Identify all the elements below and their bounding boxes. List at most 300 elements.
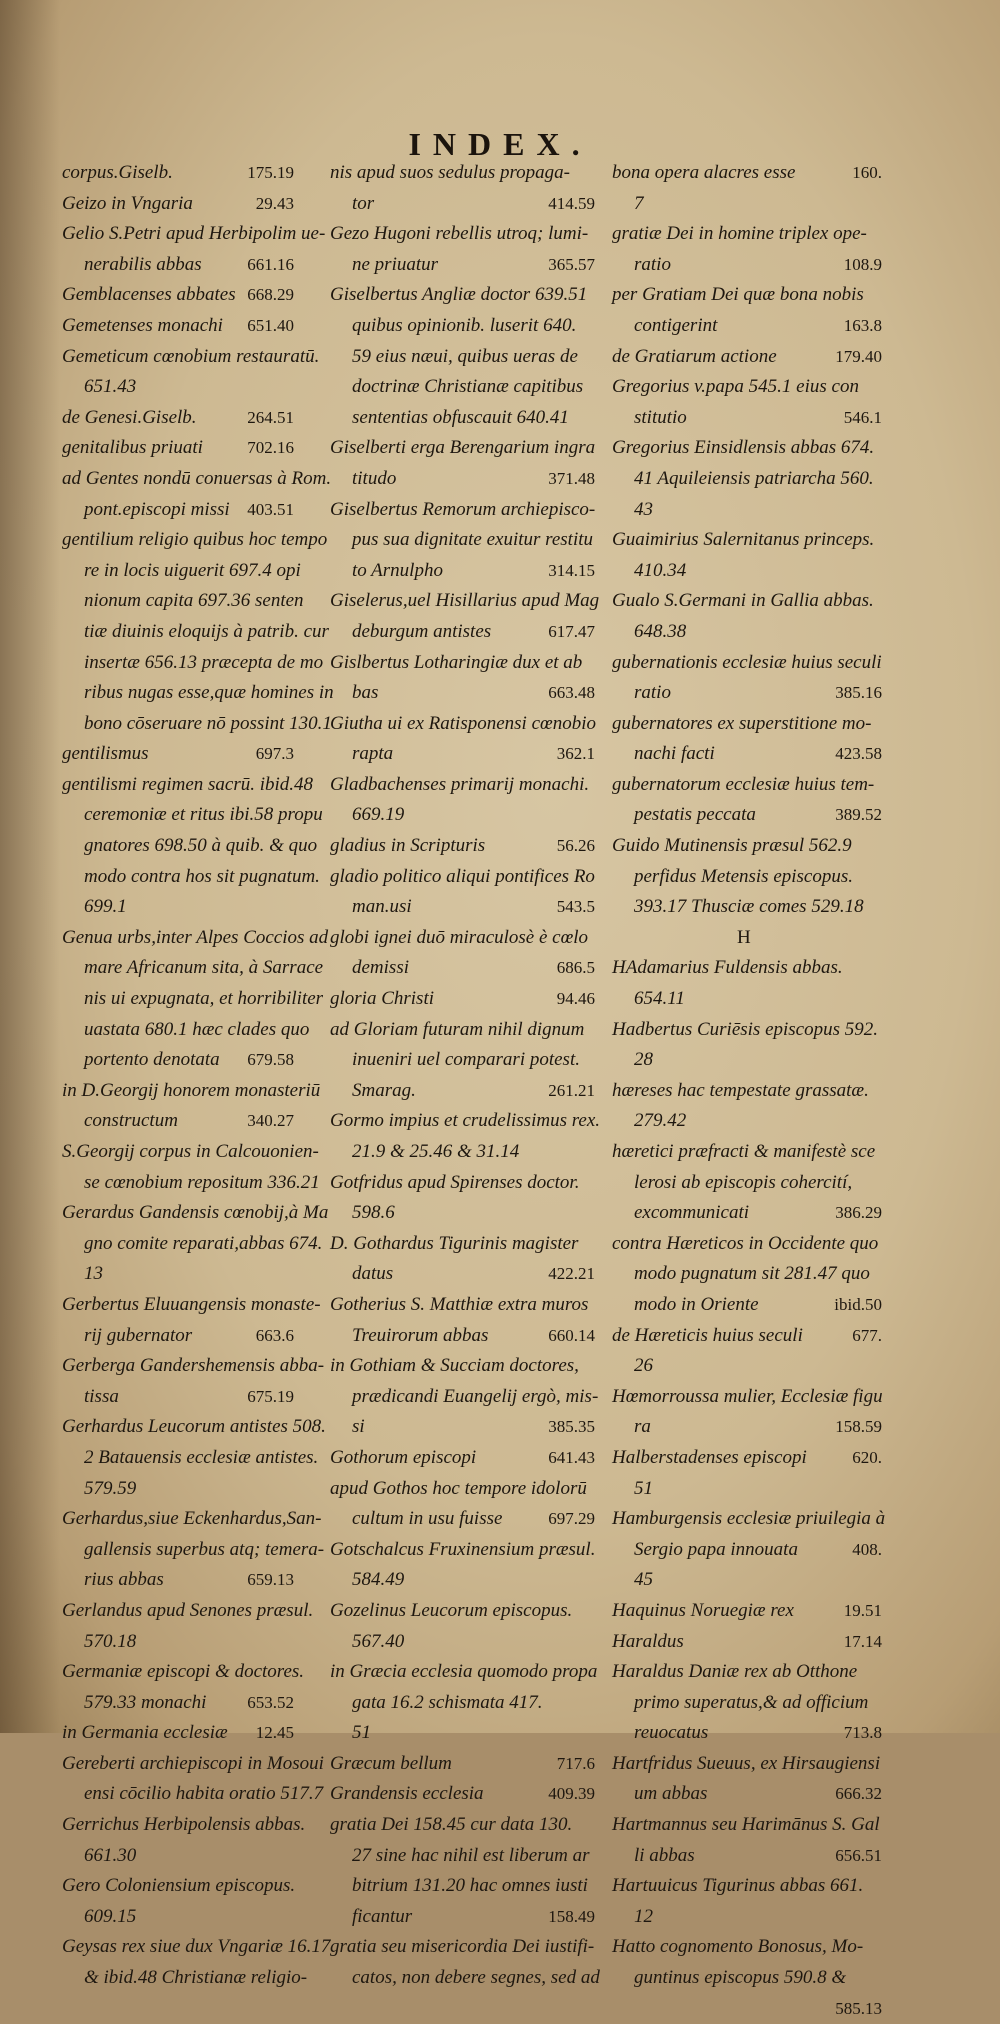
entry-text: gratiæ Dei in homine triplex ope-	[612, 223, 867, 245]
index-entry-line	[330, 770, 595, 801]
index-entry-line	[330, 1137, 595, 1168]
index-entry-line	[330, 1810, 595, 1841]
index-entry-line	[612, 1932, 882, 1963]
index-entry-line	[62, 1871, 294, 1902]
entry-text: 598.6	[352, 1202, 395, 1224]
entry-reference: 414.59	[548, 193, 595, 213]
index-entry-line	[612, 1229, 882, 1260]
entry-text: 2 Batauensis ecclesiæ antistes.	[84, 1446, 319, 1468]
entry-text: catos, non debere segnes, sed ad	[352, 1967, 600, 1989]
index-entry-line	[62, 1596, 314, 1627]
entry-reference: 56.26	[556, 836, 595, 856]
entry-text: Germaniæ episcopi & doctores.	[62, 1661, 305, 1683]
index-entry-line	[62, 1504, 322, 1535]
entry-text: man.usi	[352, 896, 412, 918]
index-entry-line	[612, 1076, 882, 1107]
index-entry-line	[330, 1688, 595, 1719]
entry-text: sententias obfuscauit 640.41	[352, 406, 569, 428]
index-entry-line	[62, 617, 329, 648]
entry-text: Geysas rex siue dux Vngariæ 16.17	[62, 1936, 331, 1958]
entry-text: 279.42	[634, 1110, 687, 1132]
entry-text: 609.15	[84, 1905, 137, 1927]
entry-text: 410.34	[634, 559, 687, 581]
index-entry-line	[62, 1688, 294, 1719]
index-entry-line	[62, 831, 318, 862]
entry-text: deburgum antistes	[352, 620, 492, 642]
entry-text: corpus.Giselb.	[62, 162, 173, 183]
entry-text: de Hæreticis huius seculi	[612, 1324, 803, 1346]
index-entry-line	[62, 1902, 294, 1933]
entry-text: rapta	[352, 743, 394, 765]
index-entry-line	[330, 1198, 595, 1229]
entry-reference: 713.8	[843, 1723, 882, 1743]
entry-reference: 617.47	[548, 621, 595, 641]
index-entry-line	[330, 433, 595, 464]
index-entry-line	[62, 556, 301, 587]
index-entry-line	[62, 1443, 319, 1474]
entry-text: 654.11	[634, 988, 685, 1010]
entry-text: gloria Christi	[330, 988, 434, 1010]
index-entry-line	[330, 1749, 595, 1780]
entry-text: ribus nugas esse,quæ homines in	[84, 682, 334, 704]
index-entry-line	[330, 525, 595, 556]
entry-text: Gerbertus Eluuangensis monaste-	[62, 1293, 321, 1315]
entry-text: 661.30	[84, 1844, 137, 1866]
index-entry-line	[330, 158, 595, 189]
index-entry-line	[330, 892, 595, 923]
entry-text: gata 16.2 schismata 417.	[352, 1691, 543, 1713]
index-entry-line	[612, 433, 882, 464]
index-entry-line	[612, 953, 882, 984]
entry-text: 28	[634, 1049, 653, 1071]
entry-text: constructum	[84, 1110, 178, 1132]
index-entry-line	[330, 1596, 595, 1627]
entry-text: in Germania ecclesiæ	[62, 1722, 228, 1744]
entry-reference: 663.6	[255, 1325, 294, 1345]
entry-reference: ibid.50	[834, 1294, 882, 1314]
entry-reference: 160.	[852, 163, 882, 182]
entry-text: contigerint	[634, 314, 718, 336]
entry-text: gubernatores ex superstitione mo-	[612, 712, 872, 734]
entry-reference: 17.14	[843, 1631, 882, 1651]
entry-text: Gozelinus Leucorum episcopus.	[330, 1599, 573, 1621]
entry-reference: 659.13	[247, 1570, 294, 1590]
index-entry-line	[62, 678, 334, 709]
index-entry-line	[330, 1474, 595, 1505]
index-entry-line	[612, 1718, 882, 1749]
entry-text: Gotherius S. Matthiæ extra muros	[330, 1293, 589, 1315]
entry-text: lerosi ab episcopis cohercití,	[634, 1171, 853, 1193]
entry-text: tor	[352, 192, 375, 214]
index-entry-line	[330, 586, 600, 617]
index-entry-line	[612, 1321, 882, 1352]
entry-text: genitalibus priuati	[62, 437, 203, 459]
index-entry-line	[612, 1565, 882, 1596]
index-entry-line	[330, 800, 595, 831]
entry-text: Gemeticum cœnobium restauratū.	[62, 345, 320, 367]
index-entry-line	[330, 280, 595, 311]
index-entry-line	[612, 1045, 882, 1076]
index-entry-line	[62, 1229, 323, 1260]
index-entry-line	[62, 280, 294, 311]
entry-text: Giselerus,uel Hisillarius apud Mag	[330, 590, 600, 612]
entry-text: 7	[634, 192, 644, 214]
index-entry-line	[62, 984, 324, 1015]
entry-reference: 179.40	[835, 346, 882, 366]
index-entry-line	[612, 862, 882, 893]
entry-text: ra	[634, 1416, 651, 1438]
index-entry-line	[612, 800, 882, 831]
entry-text: Haraldus Daniæ rex ab Otthone	[612, 1661, 858, 1683]
entry-text: Græcum bellum	[330, 1752, 452, 1774]
entry-text: 393.17 Thusciæ comes 529.18	[634, 896, 864, 918]
entry-text: Hartfridus Sueuus, ex Hirsaugiensi	[612, 1752, 881, 1774]
index-entry-line	[330, 1076, 595, 1107]
entry-text: contra Hæreticos in Occidente quo	[612, 1232, 879, 1254]
entry-text: Genua urbs,inter Alpes Coccios ad	[62, 926, 329, 948]
index-entry-line	[62, 892, 294, 923]
index-entry-line	[612, 1810, 882, 1841]
entry-text: quibus opinionib. luserit 640.	[352, 314, 577, 336]
entry-reference: 94.46	[556, 989, 595, 1009]
index-entry-line	[612, 739, 882, 770]
entry-reference: 702.16	[247, 438, 294, 458]
page-edge-shadow	[0, 0, 60, 1733]
index-entry-line	[612, 831, 882, 862]
entry-text: Gladbachenses primarij monachi.	[330, 773, 590, 795]
entry-text: 13	[84, 1263, 103, 1285]
entry-text: prædicandi Euangelij ergò, mis-	[352, 1385, 599, 1407]
entry-text: titudo	[352, 467, 397, 489]
index-entry-line	[330, 1106, 601, 1137]
index-entry-line	[62, 1321, 294, 1352]
entry-text: ad Gentes nondū conuersas à Rom.	[62, 467, 332, 489]
entry-text: excommunicati	[634, 1202, 750, 1224]
index-entry-line	[612, 1106, 882, 1137]
index-entry-line	[62, 464, 332, 495]
index-entry-line	[330, 1168, 595, 1199]
entry-text: cultum in usu fuisse	[352, 1508, 503, 1530]
index-entry-line	[612, 1994, 882, 2024]
entry-text: modo in Oriente	[634, 1293, 759, 1315]
entry-text: Gerlandus apud Senones præsul.	[62, 1599, 314, 1621]
index-entry-line	[330, 219, 595, 250]
index-entry-line	[62, 709, 332, 740]
entry-reference: 423.58	[835, 744, 882, 764]
entry-text: ensi cōcilio habita oratio 517.7	[84, 1783, 324, 1805]
entry-reference: 264.51	[247, 407, 294, 427]
index-entry-line	[612, 556, 882, 587]
index-entry-line	[62, 1963, 308, 1994]
index-entry-line	[330, 1902, 595, 1933]
entry-reference: 661.16	[247, 254, 294, 274]
entry-reference: 697.29	[548, 1509, 595, 1529]
entry-reference: 697.3	[255, 744, 294, 764]
index-entry-line	[612, 984, 882, 1015]
index-entry-line	[62, 800, 323, 831]
index-entry-line	[330, 1382, 599, 1413]
entry-text: hæreses hac tempestate grassatæ.	[612, 1079, 869, 1101]
entry-text: 59 eius næui, quibus ueras de	[352, 345, 578, 367]
entry-text: Gotschalcus Fruxinensium præsul.	[330, 1538, 596, 1560]
index-entry-line	[62, 1198, 329, 1229]
entry-reference: 385.16	[835, 683, 882, 703]
entry-text: gladius in Scripturis	[330, 835, 486, 857]
index-entry-line	[612, 586, 882, 617]
entry-reference: 653.52	[247, 1692, 294, 1712]
entry-text: 579.59	[84, 1477, 137, 1499]
entry-text: ratio	[634, 682, 671, 704]
index-entry-line	[330, 1779, 595, 1810]
index-entry-line	[330, 403, 595, 434]
entry-text: Hartuuicus Tigurinus abbas 661.	[612, 1875, 864, 1897]
index-entry-line	[612, 311, 882, 342]
index-entry-line	[612, 1627, 882, 1658]
entry-reference: 656.51	[835, 1845, 882, 1865]
entry-text: Guido Mutinensis præsul 562.9	[612, 835, 852, 857]
entry-text: Guaimirius Salernitanus princeps.	[612, 529, 875, 551]
entry-text: Gualo S.Germani in Gallia abbas.	[612, 590, 874, 612]
entry-text: Hadbertus Curiēsis episcopus 592.	[612, 1018, 878, 1040]
entry-text: bas	[352, 682, 379, 704]
index-entry-line	[612, 1841, 882, 1872]
entry-text: Gregorius v.papa 545.1 eius con	[612, 376, 859, 398]
index-entry-line	[62, 1657, 305, 1688]
entry-text: to Arnulpho	[352, 559, 443, 581]
index-entry-line	[62, 1535, 325, 1566]
entry-text: doctrinæ Christianæ capitibus	[352, 376, 584, 398]
index-entry-line	[612, 1474, 882, 1505]
index-entry-line	[612, 1259, 882, 1290]
entry-text: datus	[352, 1263, 394, 1285]
entry-reference: 340.27	[247, 1111, 294, 1131]
index-entry-line	[62, 1474, 294, 1505]
entry-text: per Gratiam Dei quæ bona nobis	[612, 284, 864, 306]
entry-text: gentilismi regimen sacrū. ibid.48	[62, 773, 314, 795]
entry-reference: 403.51	[247, 499, 294, 519]
index-entry-line	[62, 158, 294, 189]
index-entry-line	[62, 586, 304, 617]
index-entry-line	[330, 311, 595, 342]
entry-reference: 679.58	[247, 1050, 294, 1070]
index-entry-line	[330, 495, 595, 526]
index-entry-line	[62, 1565, 294, 1596]
entry-text: Hartmannus seu Harimānus S. Gal	[612, 1814, 880, 1836]
entry-reference: 620.	[852, 1447, 882, 1467]
entry-text: 584.49	[352, 1569, 405, 1591]
entry-text: Gelio S.Petri apud Herbipolim ue-	[62, 223, 326, 245]
index-entry-line	[62, 1932, 331, 1963]
index-entry-line	[330, 372, 595, 403]
entry-reference: 668.29	[247, 285, 294, 305]
index-column-2	[330, 158, 601, 1994]
index-entry-line	[330, 953, 595, 984]
entry-text: primo superatus,& ad officium	[634, 1691, 869, 1713]
entry-text: ad Gloriam futuram nihil dignum	[330, 1018, 585, 1040]
index-entry-line	[62, 1718, 294, 1749]
entry-text: Giselbertus Remorum archiepisco-	[330, 498, 596, 520]
index-entry-line	[330, 1443, 595, 1474]
entry-text: pont.episcopi missi	[84, 498, 230, 520]
entry-text: 21.9 & 25.46 & 31.14	[352, 1141, 520, 1162]
entry-text: bitrium 131.20 hac omnes iusti	[352, 1875, 588, 1897]
entry-reference: 409.39	[548, 1784, 595, 1804]
entry-text: Haraldus	[612, 1630, 684, 1652]
index-column-1	[62, 158, 334, 1994]
entry-text: se cœnobium repositum 336.21	[84, 1171, 320, 1193]
entry-reference: 717.6	[556, 1753, 595, 1773]
index-entry-line	[330, 923, 595, 954]
entry-text: de Genesi.Giselb.	[62, 406, 197, 428]
index-entry-line	[62, 1168, 320, 1199]
index-entry-line	[330, 1045, 595, 1076]
entry-text: stitutio	[634, 406, 687, 428]
index-entry-line	[612, 923, 882, 954]
index-entry-line	[62, 1259, 294, 1290]
entry-text: Gemblacenses abbates	[62, 284, 236, 306]
index-entry-line	[330, 250, 595, 281]
index-entry-line	[62, 495, 294, 526]
entry-text: um abbas	[634, 1783, 708, 1805]
entry-text: 567.40	[352, 1630, 405, 1652]
index-entry-line	[62, 189, 294, 220]
entry-text: bona opera alacres esse	[612, 162, 796, 183]
entry-text: Geizo in Vngaria	[62, 192, 193, 214]
entry-text: Grandensis ecclesia	[330, 1783, 484, 1805]
index-entry-line	[62, 770, 314, 801]
index-entry-line	[330, 1871, 595, 1902]
entry-reference: 163.8	[843, 315, 882, 335]
entry-text: Hœmorroussa mulier, Ecclesiæ figu	[612, 1385, 883, 1407]
index-entry-line	[330, 342, 595, 373]
entry-reference: 651.40	[247, 315, 294, 335]
entry-text: inueniri uel comparari potest.	[352, 1049, 580, 1071]
entry-text: in D.Georgij honorem monasteriū	[62, 1079, 321, 1101]
entry-reference: 660.14	[548, 1325, 595, 1345]
entry-text: gentilium religio quibus hoc tempo	[62, 529, 328, 551]
entry-text: nionum capita 697.36 senten	[84, 590, 304, 612]
entry-reference: 422.21	[548, 1264, 595, 1284]
entry-reference: 641.43	[548, 1447, 595, 1467]
entry-reference: 175.19	[247, 163, 294, 182]
entry-reference: 677.	[852, 1325, 882, 1345]
index-entry-line	[330, 1932, 595, 1963]
entry-text: S.Georgij corpus in Calcouonien-	[62, 1141, 319, 1162]
entry-text: HAdamarius Fuldensis abbas.	[612, 957, 843, 979]
entry-text: Giselberti erga Berengarium ingra	[330, 437, 596, 459]
entry-reference: 314.15	[548, 560, 595, 580]
entry-reference: 108.9	[843, 254, 882, 274]
entry-text: 41 Aquileiensis patriarcha 560.	[634, 467, 874, 489]
entry-text: ne priuatur	[352, 253, 439, 275]
index-entry-line	[330, 1841, 595, 1872]
index-entry-line	[62, 648, 324, 679]
entry-reference: 686.5	[556, 958, 595, 978]
index-entry-line	[62, 311, 294, 342]
entry-text: rius abbas	[84, 1569, 164, 1591]
entry-reference: 386.29	[835, 1203, 882, 1223]
entry-text: gladio politico aliqui pontifices Ro	[330, 865, 595, 887]
entry-text: in Græcia ecclesia quomodo propa	[330, 1661, 598, 1683]
index-entry-line	[62, 923, 329, 954]
index-entry-line	[62, 1382, 294, 1413]
index-entry-line	[612, 1596, 882, 1627]
entry-text: Hamburgensis ecclesiæ priuilegia à	[612, 1508, 886, 1530]
entry-text: gentilismus	[62, 743, 149, 765]
index-entry-line	[612, 1535, 882, 1566]
index-entry-line	[612, 617, 882, 648]
index-entry-line	[330, 1015, 595, 1046]
entry-text: Halberstadenses episcopi	[612, 1446, 807, 1468]
index-entry-line	[330, 556, 595, 587]
entry-text: 51	[634, 1477, 653, 1499]
index-entry-line	[330, 984, 595, 1015]
entry-text: gratia Dei 158.45 cur data 130.	[330, 1814, 573, 1836]
entry-reference: 543.5	[556, 897, 595, 917]
entry-reference: 389.52	[835, 805, 882, 825]
entry-text: Gormo impius et crudelissimus rex.	[330, 1110, 601, 1132]
index-entry-line	[62, 1412, 326, 1443]
index-entry-line	[62, 1076, 321, 1107]
index-entry-line	[612, 678, 882, 709]
entry-text: gno comite reparati,abbas 674.	[84, 1232, 323, 1254]
entry-reference: 546.1	[843, 407, 882, 427]
index-entry-line	[612, 495, 882, 526]
entry-text: pestatis peccata	[634, 804, 756, 826]
index-entry-line	[330, 1565, 595, 1596]
entry-text: gallensis superbus atq; temera-	[84, 1538, 325, 1560]
entry-text: D. Gothardus Tigurinis magister	[330, 1232, 579, 1254]
entry-text: Gezo Hugoni rebellis utroq; lumi-	[330, 223, 589, 245]
entry-text: Gereberti archiepiscopi in Mosoui	[62, 1752, 324, 1774]
entry-text: re in locis uiguerit 697.4 opi	[84, 559, 301, 581]
page-header: INDEX.	[408, 126, 592, 162]
index-entry-line	[612, 1504, 886, 1535]
index-entry-line	[612, 648, 882, 679]
entry-reference: 362.1	[556, 744, 595, 764]
index-entry-line	[330, 1657, 598, 1688]
entry-text: ceremoniæ et ritus ibi.58 propu	[84, 804, 323, 826]
index-entry-line	[62, 862, 320, 893]
index-entry-line	[612, 1657, 882, 1688]
index-entry-line	[62, 1810, 306, 1841]
entry-text: reuocatus	[634, 1722, 709, 1744]
entry-text: gubernationis ecclesiæ huius seculi	[612, 651, 882, 673]
index-entry-line	[62, 953, 324, 984]
entry-text: Giutha ui ex Ratisponensi cœnobio	[330, 712, 596, 734]
entry-reference: 29.43	[255, 193, 294, 213]
index-entry-line	[612, 1871, 882, 1902]
index-entry-line	[62, 1627, 294, 1658]
index-entry-line	[330, 1535, 595, 1566]
index-entry-line	[62, 250, 294, 281]
entry-text: Gemetenses monachi	[62, 314, 223, 336]
index-entry-line	[330, 1963, 600, 1994]
index-entry-line	[612, 1412, 882, 1443]
index-entry-line	[330, 189, 595, 220]
index-entry-line	[612, 1198, 882, 1229]
entry-text: pus sua dignitate exuitur restitu	[352, 529, 594, 551]
index-entry-line	[330, 831, 595, 862]
index-entry-line	[330, 739, 595, 770]
index-entry-line	[62, 1290, 321, 1321]
entry-text: 12	[634, 1905, 653, 1927]
entry-text: nachi facti	[634, 743, 715, 765]
index-entry-line	[330, 678, 595, 709]
entry-reference: 675.19	[247, 1386, 294, 1406]
index-entry-line	[612, 1749, 882, 1780]
index-entry-line	[612, 250, 882, 281]
